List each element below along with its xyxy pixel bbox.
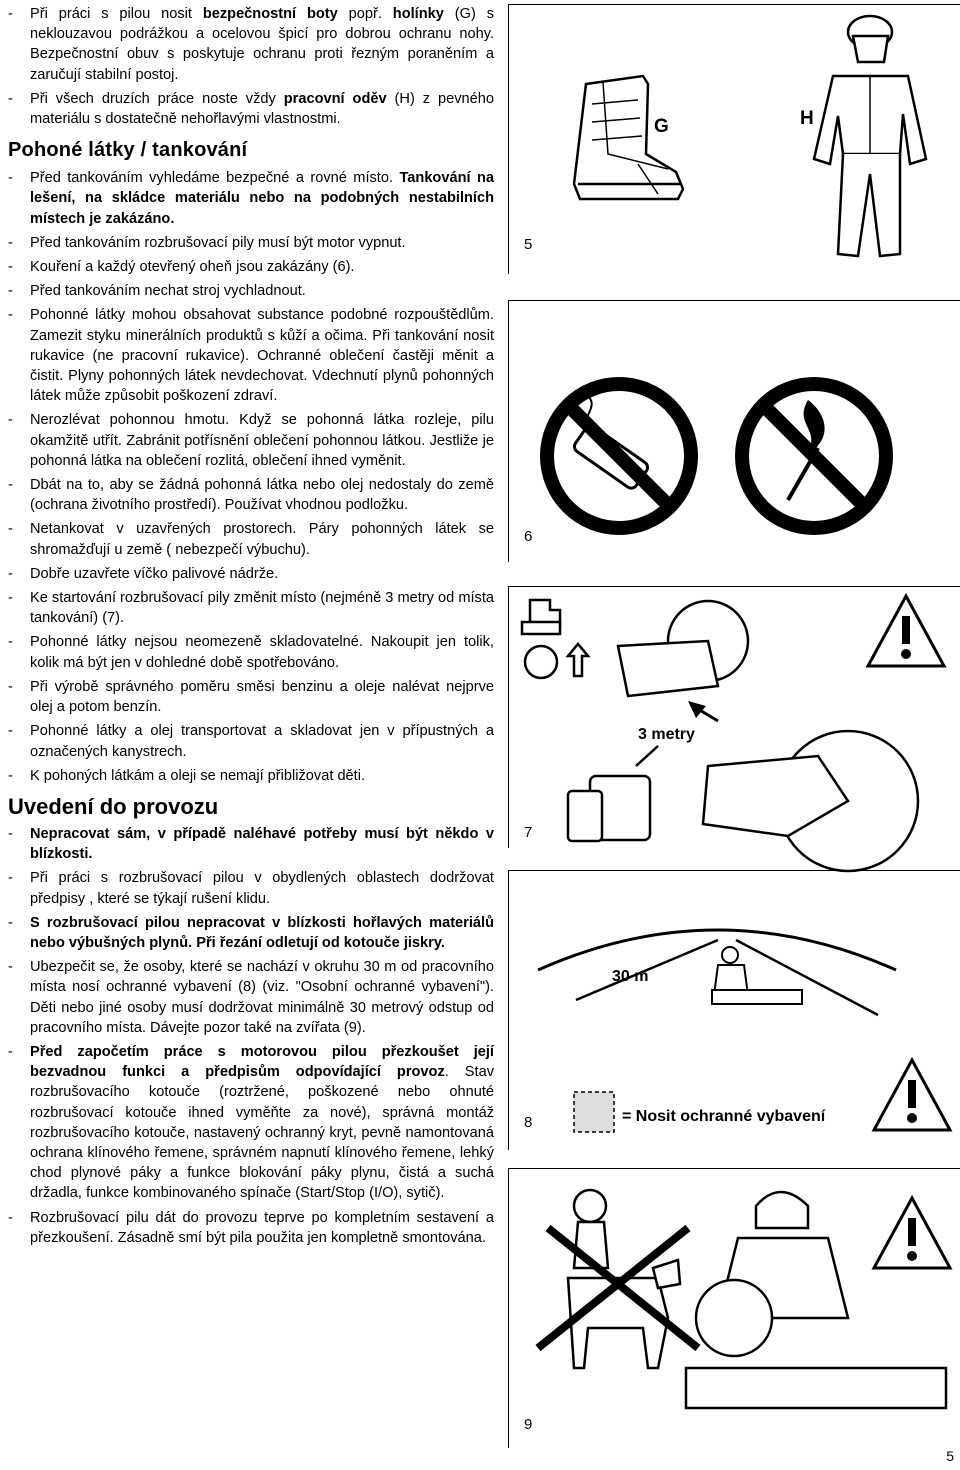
list-item [8, 168, 494, 229]
text-run: Kouření a každý otevřený oheň jsou zakázány (6). [30, 259, 355, 276]
bullet-dash: - [8, 170, 13, 187]
bullet-dash: - [8, 283, 13, 300]
bullet-dash: - [8, 678, 13, 695]
text-run: Před tankováním rozbrušovací pily musí být motor vypnut. [30, 234, 406, 251]
list-item [8, 957, 494, 1038]
figure-9 [508, 1168, 960, 1448]
figure-8-number: 8 [524, 1114, 533, 1131]
text-run: Netankovat v uzavřených prostorech. Páry pohonných látek se shromažďují u země ( nebezpečí výbuchu). [30, 521, 494, 558]
text-run: bezpečnostní boty [202, 6, 338, 22]
bullet-dash: - [8, 634, 13, 651]
bystanders-illustration [508, 1168, 960, 1448]
text-run: Tankování na lešení, na skládce materiálu nebo na podobných nestabilních místech je zakázáno. [30, 170, 494, 227]
list-item [8, 475, 494, 515]
page-number: 5 [946, 1448, 954, 1464]
list-item [8, 564, 494, 584]
bullet-dash: - [8, 914, 13, 931]
text-run: Nerozlévat pohonnou hmotu. Když se pohonná látka rozleje, pilu okamžitě utřít. Zabránit potřísnění oblečení pohonnou látkou. Jestliže je pohonná látka na oblečení rozlitá, oblečení ihned vyměnit. [30, 412, 494, 469]
list-item [8, 766, 494, 786]
list-item [8, 519, 494, 559]
text-run: Při práci s rozbrušovací pilou v obydlených oblastech dodržovat předpisy , které se týkají rušení klidu. [30, 870, 494, 907]
warning-triangle-icon [874, 1198, 950, 1268]
text-run: Při výrobě správného poměru směsi benzinu a oleje nalévat nejprve olej a potom benzín. [30, 678, 494, 716]
legend-text: = Nosit ochranné vybavení [622, 1108, 826, 1125]
list-item [8, 824, 494, 864]
figure-5-number: 5 [524, 236, 533, 253]
figure-8 [508, 870, 960, 1150]
boot-and-clothing-illustration [508, 4, 960, 274]
boot-label: G [654, 116, 669, 137]
list-item [8, 677, 494, 717]
text-run: Ke startování rozbrušovací pily změnit místo (nejméně 3 metry od místa tankování) (7). [30, 590, 494, 627]
text-run: (H) z pevného materiálu s dostatečně nehořlavými vlastnostmi. [30, 90, 494, 128]
prohibition-signs [508, 300, 960, 562]
warning-triangle-icon [868, 596, 944, 666]
bullet-dash: - [8, 477, 13, 494]
refuel-distance-illustration [508, 586, 960, 848]
list-item [8, 233, 494, 253]
radius-label: 30 m [612, 968, 649, 985]
list-item [8, 4, 494, 85]
text-run: K pohoných látkám a oleji se nemají přibližovat děti. [30, 767, 366, 784]
list-item [8, 257, 494, 277]
figure-6 [508, 300, 960, 562]
no-open-flame-icon [742, 384, 886, 528]
text-run: Pohonné látky a olej transportovat a skladovat jen v přípustných a označených kanystrech. [30, 723, 494, 760]
text-run: holínky [392, 6, 444, 22]
list-item [8, 868, 494, 908]
list-item [8, 721, 494, 761]
bullet-dash: - [8, 723, 13, 740]
bullet-dash: - [8, 521, 13, 538]
warning-triangle-icon [874, 1060, 950, 1130]
bullet-dash: - [8, 870, 13, 887]
text-run: Rozbrušovací pilu dát do provozu teprve po kompletním sestavení a přezkoušení. Zásadně smí být pila použita jen kompletně smontována. [30, 1209, 494, 1246]
text-run: (G) s neklouzavou podrážkou a ocelovou špicí pro dobrou ochranu nohy. Bezpečnostní obuv s poskytuje ochranu proti řezným poraněním a zaručují stabilní postoj. [30, 6, 495, 83]
list-item [8, 588, 494, 628]
cut-off-saw-large-icon [703, 731, 918, 871]
list-item [8, 89, 494, 129]
text-run: Dobře uzavřete víčko palivové nádrže. [30, 565, 279, 582]
figure-7-number: 7 [524, 824, 533, 841]
figure-9-number: 9 [524, 1416, 533, 1433]
text-run: Při všech druzích práce noste vždy [30, 90, 284, 107]
text-run: Před tankováním vyhledáme bezpečné a rovné místo. [30, 170, 400, 187]
zone-arc [538, 930, 896, 970]
bullet-dash: - [8, 959, 13, 976]
list-item [8, 632, 494, 672]
no-smoking-icon [547, 384, 691, 528]
bullet-dash: - [8, 767, 13, 784]
list-item [8, 305, 494, 406]
fuel-list [8, 168, 494, 786]
clothing-label: H [800, 108, 814, 129]
text-run: . Stav rozbrušovacího kotouče (roztržené, poškozené nebo ohnuté rozbrušovací kotouče ihned vyměňte za nové), správná montáž rozbrušovacího kotouče, nastavený ochranný kryt, pevně namontovaná ochrana klínového řemene, správném napnutí klínového řemene, lehký chod plynové páky a funkce blokování páky plynu, čistá a suchá držadla, funkce kombinovaného spínače (Start/Stop (I/O), sytič). [30, 1064, 494, 1202]
text-run: Při práci s pilou nosit [30, 6, 203, 22]
bullet-dash: - [8, 1043, 13, 1060]
figure-6-number: 6 [524, 528, 533, 545]
start-list [8, 824, 494, 1248]
figure-5 [508, 4, 960, 274]
text-run: Před započetím práce s motorovou pilou přezkoušet její bezvadnou funkci a předpisům odpovídající provoz [30, 1043, 494, 1081]
bullet-dash: - [8, 307, 13, 324]
text-run: Před tankováním nechat stroj vychladnout. [30, 283, 306, 300]
bullet-dash: - [8, 590, 13, 607]
intro-list [8, 4, 494, 129]
list-item [8, 410, 494, 471]
fuel-ban-icon [522, 600, 588, 678]
text-run: Pohonné látky mohou obsahovat substance podobné rozpouštědlům. Zamezit styku minerálních produktů s kůží a očima. Při tankování nosit rukavice (ne pracovní rukavice). Ochranné oblečení častěji měnit a čistit. Plyny pohonných látek nevdechovat. Vdechnutí plynů pohonných látek může způsobit poškození zdraví. [30, 307, 494, 405]
worker-figure-icon [814, 16, 926, 256]
distance-label: 3 metry [638, 726, 695, 743]
fuel-canister-icon [568, 746, 658, 841]
cut-off-saw-icon [618, 601, 748, 696]
bullet-dash: - [8, 259, 13, 276]
start-section-title: Uvedení do provozu [8, 793, 219, 819]
text-run: popř. [337, 6, 393, 22]
list-item [8, 1208, 494, 1248]
list-item [8, 913, 494, 953]
list-item [8, 281, 494, 301]
text-column [8, 0, 494, 1252]
figure-7 [508, 586, 960, 848]
text-run: Dbát na to, aby se žádná pohonná látka nebo olej nedostaly do země (ochrana životního prostředí). Používat vhodnou podložku. [30, 477, 494, 514]
fuel-section-title: Pohoné látky / tankování [8, 139, 248, 162]
bullet-dash: - [8, 565, 13, 582]
text-run: S rozbrušovací pilou nepracovat v blízkosti hořlavých materiálů nebo výbušných plynů. Při řezání odletují od kotouče jiskry. [30, 914, 494, 951]
text-run: Pohonné látky nejsou neomezeně skladovatelné. Nakoupit jen tolik, kolik má být jen v dohledné době spotřebováno. [30, 634, 494, 671]
protective-zone-swatch [574, 1092, 614, 1132]
bullet-dash: - [8, 234, 13, 251]
worker-icon [712, 947, 802, 1004]
bullet-dash: - [8, 412, 13, 429]
list-item [8, 1042, 494, 1204]
bullet-dash: - [8, 825, 13, 842]
bullet-dash: - [8, 1209, 13, 1226]
text-run: Nepracovat sám, v případě naléhavé potřeby musí být někdo v blízkosti. [30, 825, 494, 863]
text-run: Ubezpečit se, že osoby, které se nachází v okruhu 30 m od pracovního místa nosí ochranné vybavení (8) (viz. "Osobní ochranné vybavení"). Děti nebo jiné osoby musí dodržovat minimálně 30 metrový odstup od pracovního místa. Dávejte pozor také na zvířata (9). [30, 959, 494, 1036]
text-run: pracovní oděv [283, 90, 387, 107]
bullet-dash: - [8, 90, 13, 107]
bullet-dash: - [8, 6, 13, 22]
